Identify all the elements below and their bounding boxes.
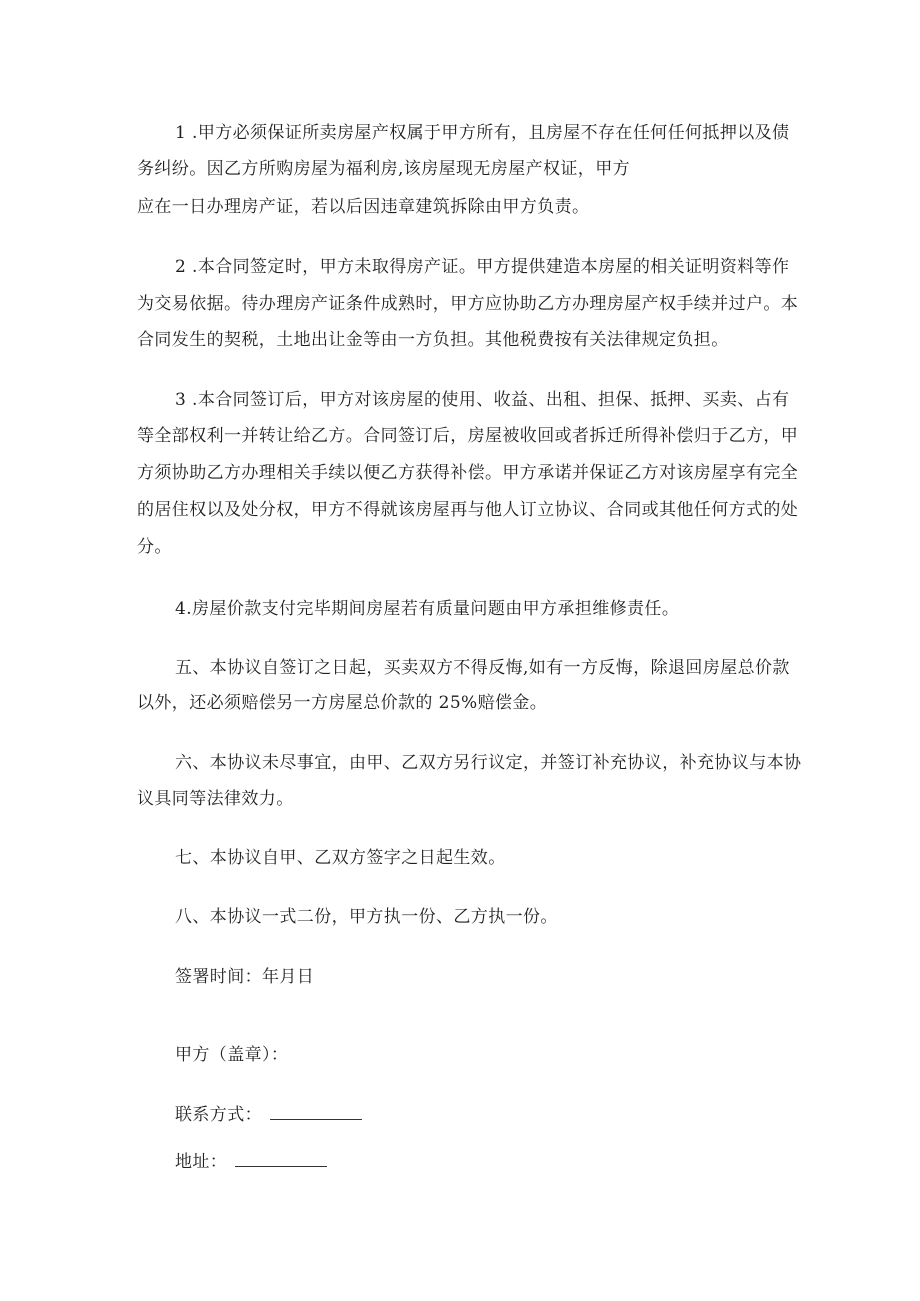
clause-1-line-1: 1 .甲方必须保证所卖房屋产权属于甲方所有，且房屋不存在任何任何抵押以及债 — [175, 123, 790, 143]
clause-2-line-1: 2 .本合同签定时，甲方未取得房产证。甲方提供建造本房屋的相关证明资料等作 — [175, 257, 790, 277]
clause-3-line-3: 方须协助乙方办理相关手续以便乙方获得补偿。甲方承诺并保证乙方对该房屋享有完全 — [137, 463, 799, 483]
clause-6-line-2: 议具同等法律效力。 — [137, 789, 294, 809]
clause-7-line-1: 七、本协议自甲、乙双方签字之日起生效。 — [175, 848, 506, 868]
contact-row — [175, 1103, 362, 1127]
clause-2-line-3: 合同发生的契税，土地出让金等由一方负担。其他税费按有关法律规定负担。 — [137, 330, 729, 350]
clause-1-line-2: 务纠纷。因乙方所购房屋为福利房,该房屋现无房屋产权证，甲方 — [137, 159, 631, 179]
clause-3-line-1: 3 .本合同签订后，甲方对该房屋的使用、收益、出租、担保、抵押、买卖、占有 — [175, 390, 790, 410]
party-a-seal-label: 甲方（盖章）： — [175, 1045, 289, 1065]
clause-6-line-1: 六、本协议未尽事宜，由甲、乙双方另行议定，并签订补充协议，补充协议与本协 — [175, 753, 802, 773]
clause-4-line-1: 4.房屋价款支付完毕期间房屋若有质量问题由甲方承担维修责任。 — [175, 599, 680, 619]
clause-1-line-3: 应在一日办理房产证，若以后因违章建筑拆除由甲方负责。 — [137, 197, 590, 217]
clause-3-line-5: 分。 — [137, 537, 172, 557]
address-row — [175, 1150, 327, 1174]
clause-3-line-2: 等全部权利一并转让给乙方。合同签订后，房屋被收回或者拆迁所得补偿归于乙方，甲 — [137, 426, 799, 446]
clause-5-line-2: 以外，还必须赔偿另一方房屋总价款的 25%赔偿金。 — [137, 693, 548, 713]
contact-label: 联系方式： — [175, 1105, 262, 1125]
address-label: 地址： — [175, 1152, 228, 1172]
address-blank-line — [235, 1150, 327, 1167]
clause-8-line-1: 八、本协议一式二份，甲方执一份、乙方执一份。 — [175, 907, 558, 927]
clause-2-line-2: 为交易依据。待办理房产证条件成熟时，甲方应协助乙方办理房屋产权手续并过户。本 — [137, 294, 799, 314]
clause-5-line-1: 五、本协议自签订之日起，买卖双方不得反悔,如有一方反悔，除退回房屋总价款 — [175, 658, 790, 678]
clause-3-line-4: 的居住权以及处分权，甲方不得就该房屋再与他人订立协议、合同或其他任何方式的处 — [137, 500, 799, 520]
signing-date-label: 签署时间：年月日 — [175, 967, 315, 987]
contact-blank-line — [270, 1103, 362, 1120]
